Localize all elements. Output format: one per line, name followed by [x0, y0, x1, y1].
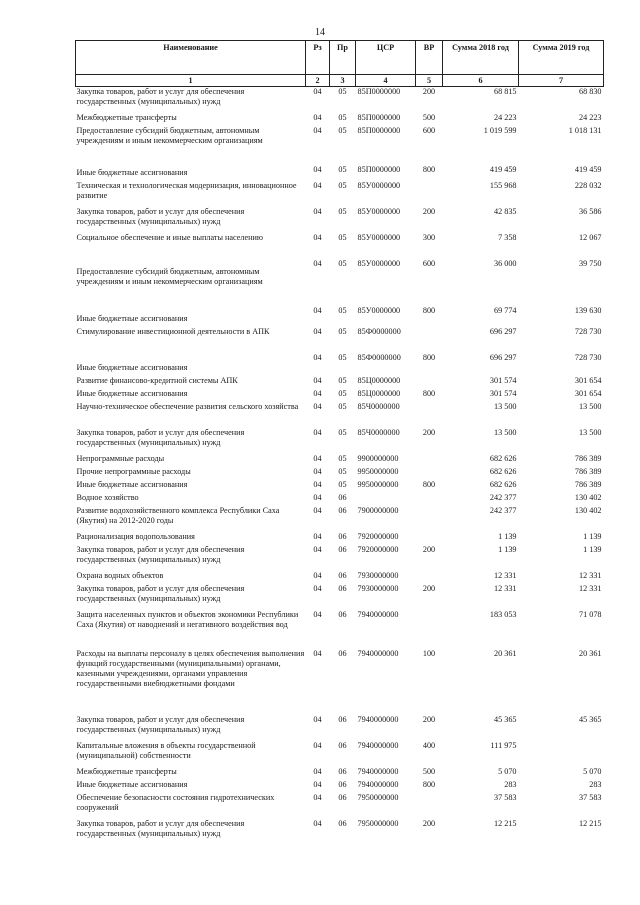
cell-s2019: 36 586 — [578, 207, 602, 216]
table-row — [76, 428, 604, 454]
cell-s2019: 12 331 — [578, 584, 602, 593]
cell-name: Охрана водных объектов — [76, 571, 164, 580]
cell-vr — [416, 327, 443, 353]
cell-csr: 7930000000 — [357, 584, 399, 593]
cell-name: Закупка товаров, работ и услуг для обеспечения государственных (муниципальных) нужд — [76, 207, 245, 226]
cell-rz: 04 — [313, 649, 322, 658]
cell-vr: 600 — [422, 259, 436, 268]
cell-csr — [356, 493, 416, 506]
cell-csr: 7940000000 — [357, 610, 399, 619]
cell-s2018: 12 331 — [493, 584, 517, 593]
cell-vr: 500 — [422, 113, 436, 122]
cell-rz: 04 — [313, 610, 322, 619]
cell-csr: 9950000000 — [357, 480, 399, 489]
cell-csr: 85У0000000 — [357, 306, 401, 315]
cell-s2018: 37 583 — [493, 793, 517, 802]
cell-name: Закупка товаров, работ и услуг для обеспечения государственных (муниципальных) нужд — [76, 428, 245, 447]
cell-s2019: 786 389 — [574, 454, 602, 463]
cell-csr: 9900000000 — [357, 454, 399, 463]
cell-name: Прочие непрограммные расходы — [76, 467, 191, 476]
cell-name: Развитие водохозяйственного комплекса Республики Саха (Якутия) на 2012-2020 годы — [76, 506, 280, 525]
cell-vr: 500 — [422, 767, 436, 776]
cell-s2018: 682 626 — [489, 480, 517, 489]
cell-csr: 85Ч0000000 — [357, 402, 400, 411]
cell-s2019: 301 654 — [574, 389, 602, 398]
table-row — [76, 389, 604, 402]
cell-vr: 800 — [422, 780, 436, 789]
cell-s2018: 20 361 — [493, 649, 517, 658]
cell-csr: 85П0000000 — [357, 126, 401, 135]
table-header — [76, 41, 604, 87]
column-number: 4 — [356, 75, 416, 87]
cell-csr: 7950000000 — [357, 819, 399, 828]
cell-csr: 85П0000000 — [357, 165, 401, 174]
cell-s2019 — [519, 741, 604, 767]
cell-s2018: 242 377 — [489, 506, 517, 515]
cell-s2018: 696 297 — [489, 327, 517, 336]
cell-pr: 06 — [338, 793, 347, 802]
cell-vr — [416, 571, 443, 584]
cell-csr: 7940000000 — [357, 780, 399, 789]
cell-csr: 85Ф0000000 — [357, 327, 401, 336]
header-vr: ВР — [416, 41, 443, 75]
cell-vr — [416, 532, 443, 545]
cell-vr — [416, 467, 443, 480]
cell-pr: 05 — [338, 428, 347, 437]
cell-name: Закупка товаров, работ и услуг для обеспечения государственных (муниципальных) нужд — [76, 545, 245, 564]
table-row — [76, 126, 604, 165]
cell-name: Иные бюджетные ассигнования — [76, 168, 188, 177]
cell-pr: 06 — [338, 584, 347, 593]
table-row — [76, 87, 604, 114]
cell-rz: 04 — [313, 584, 322, 593]
cell-vr: 100 — [422, 649, 436, 658]
table-row — [76, 353, 604, 376]
cell-s2018: 111 975 — [490, 741, 517, 750]
table-row — [76, 780, 604, 793]
cell-pr: 05 — [338, 467, 347, 476]
cell-csr: 7920000000 — [357, 545, 399, 554]
column-number: 7 — [519, 75, 604, 87]
cell-rz: 04 — [313, 87, 322, 96]
column-number: 1 — [76, 75, 306, 87]
cell-rz: 04 — [313, 793, 322, 802]
cell-name: Иные бюджетные ассигнования — [76, 480, 188, 489]
column-number: 2 — [306, 75, 330, 87]
cell-csr: 7940000000 — [357, 715, 399, 724]
cell-rz: 04 — [313, 376, 322, 385]
cell-pr: 05 — [338, 389, 347, 398]
cell-s2018: 69 774 — [493, 306, 517, 315]
cell-rz: 04 — [313, 389, 322, 398]
cell-rz: 04 — [313, 233, 322, 242]
cell-pr: 05 — [338, 181, 347, 190]
cell-rz: 04 — [313, 353, 322, 362]
cell-s2018: 1 019 599 — [483, 126, 517, 135]
column-number: 3 — [330, 75, 356, 87]
cell-name: Техническая и технологическая модернизация, инновационное развитие — [76, 181, 297, 200]
cell-vr: 200 — [422, 207, 436, 216]
table-body — [76, 87, 604, 846]
table-row — [76, 327, 604, 353]
header-pr: Пр — [330, 41, 356, 75]
cell-pr: 05 — [338, 402, 347, 411]
table-row — [76, 715, 604, 741]
cell-s2018: 155 968 — [489, 181, 517, 190]
cell-rz: 04 — [313, 532, 322, 541]
cell-s2018: 183 053 — [489, 610, 517, 619]
cell-s2019: 728 730 — [574, 353, 602, 362]
cell-s2019: 130 402 — [574, 493, 602, 502]
cell-vr — [416, 454, 443, 467]
cell-rz: 04 — [313, 327, 322, 336]
cell-s2018: 45 365 — [493, 715, 517, 724]
column-number-row — [76, 75, 604, 87]
cell-vr: 300 — [422, 233, 436, 242]
cell-s2019: 5 070 — [583, 767, 602, 776]
cell-csr: 85Ч0000000 — [357, 428, 400, 437]
cell-s2018: 419 459 — [489, 165, 517, 174]
cell-pr: 06 — [338, 741, 347, 750]
cell-rz: 04 — [313, 480, 322, 489]
cell-s2018: 283 — [504, 780, 517, 789]
cell-vr — [416, 493, 443, 506]
cell-s2018: 24 223 — [493, 113, 517, 122]
cell-rz: 04 — [313, 428, 322, 437]
cell-pr: 05 — [338, 165, 347, 174]
cell-pr: 05 — [338, 480, 347, 489]
cell-s2018: 12 215 — [493, 819, 517, 828]
cell-vr — [416, 376, 443, 389]
cell-s2019: 71 078 — [578, 610, 602, 619]
cell-csr: 85У0000000 — [357, 233, 401, 242]
cell-s2019: 24 223 — [578, 113, 602, 122]
cell-csr: 85П0000000 — [357, 113, 401, 122]
cell-vr: 200 — [422, 819, 436, 828]
cell-s2019: 12 331 — [578, 571, 602, 580]
cell-pr: 05 — [338, 353, 347, 362]
cell-pr: 06 — [338, 545, 347, 554]
cell-s2018: 68 815 — [493, 87, 517, 96]
table-row — [76, 584, 604, 610]
cell-pr: 06 — [338, 610, 347, 619]
cell-s2018: 242 377 — [489, 493, 517, 502]
table-row — [76, 610, 604, 649]
cell-csr: 85У0000000 — [357, 207, 401, 216]
cell-s2019: 1 018 131 — [568, 126, 602, 135]
cell-s2018: 12 331 — [493, 571, 517, 580]
cell-s2018: 1 139 — [498, 545, 517, 554]
cell-rz: 04 — [313, 493, 322, 502]
table-row — [76, 207, 604, 233]
cell-rz: 04 — [313, 571, 322, 580]
cell-name: Расходы на выплаты персоналу в целях обеспечения выполнения функций государственными (муниципальными) органами, казенными учреждениями, органами управления государственными внебюджетными фондами — [76, 649, 305, 688]
header-name: Наименование — [76, 41, 306, 75]
cell-rz: 04 — [313, 126, 322, 135]
cell-csr: 9950000000 — [357, 467, 399, 476]
table-row — [76, 819, 604, 845]
cell-vr: 600 — [422, 126, 436, 135]
cell-s2019: 13 500 — [578, 402, 602, 411]
table-row — [76, 793, 604, 819]
cell-s2019: 301 654 — [574, 376, 602, 385]
cell-csr: 85У0000000 — [357, 259, 401, 268]
cell-vr: 200 — [422, 545, 436, 554]
cell-csr: 7930000000 — [357, 571, 399, 580]
cell-csr: 85П0000000 — [357, 87, 401, 96]
header-csr: ЦСР — [356, 41, 416, 75]
cell-name: Непрограммные расходы — [76, 454, 165, 463]
cell-rz: 04 — [313, 767, 322, 776]
cell-csr: 85У0000000 — [357, 181, 401, 190]
cell-name: Капитальные вложения в объекты государственной (муниципальной) собственности — [76, 741, 256, 760]
cell-name: Межбюджетные трансферты — [76, 767, 177, 776]
cell-pr: 05 — [338, 376, 347, 385]
cell-s2019: 786 389 — [574, 480, 602, 489]
table-row — [76, 402, 604, 428]
cell-vr — [416, 181, 443, 207]
cell-vr — [416, 402, 443, 428]
cell-rz: 04 — [313, 207, 322, 216]
cell-pr: 06 — [338, 715, 347, 724]
cell-name: Развитие финансово-кредитной системы АПК — [76, 376, 238, 385]
cell-s2018: 7 358 — [498, 233, 517, 242]
table-row — [76, 506, 604, 532]
cell-vr: 800 — [422, 306, 436, 315]
cell-vr: 200 — [422, 715, 436, 724]
cell-name: Иные бюджетные ассигнования — [76, 780, 188, 789]
cell-vr: 800 — [422, 165, 436, 174]
cell-vr: 800 — [422, 480, 436, 489]
cell-pr: 05 — [338, 207, 347, 216]
cell-vr: 400 — [422, 741, 436, 750]
cell-s2019: 20 361 — [578, 649, 602, 658]
table-row — [76, 741, 604, 767]
cell-name: Научно-техническое обеспечение развития сельского хозяйства — [76, 402, 299, 411]
table-row — [76, 113, 604, 126]
cell-name: Водное хозяйство — [76, 493, 139, 502]
cell-pr: 05 — [338, 113, 347, 122]
cell-s2019: 12 067 — [578, 233, 602, 242]
cell-rz: 04 — [313, 454, 322, 463]
cell-vr — [416, 506, 443, 532]
cell-rz: 04 — [313, 506, 322, 515]
cell-vr: 200 — [422, 87, 436, 96]
column-number: 6 — [443, 75, 519, 87]
cell-name: Закупка товаров, работ и услуг для обеспечения государственных (муниципальных) нужд — [76, 715, 245, 734]
cell-csr: 7900000000 — [357, 506, 399, 515]
cell-pr: 06 — [338, 571, 347, 580]
cell-s2019: 37 583 — [578, 793, 602, 802]
table-row — [76, 493, 604, 506]
cell-pr: 05 — [338, 306, 347, 315]
cell-pr: 05 — [338, 327, 347, 336]
cell-s2019: 228 032 — [574, 181, 602, 190]
cell-rz: 04 — [313, 402, 322, 411]
cell-name: Иные бюджетные ассигнования — [76, 314, 188, 323]
table-row — [76, 259, 604, 306]
cell-s2018: 13 500 — [493, 402, 517, 411]
cell-pr: 06 — [338, 493, 347, 502]
budget-table — [75, 40, 604, 845]
cell-pr: 06 — [338, 780, 347, 789]
cell-rz: 04 — [313, 306, 322, 315]
cell-s2019: 1 139 — [583, 532, 602, 541]
cell-s2019: 728 730 — [574, 327, 602, 336]
table-row — [76, 467, 604, 480]
table-row — [76, 571, 604, 584]
cell-name: Межбюджетные трансферты — [76, 113, 177, 122]
cell-s2019: 13 500 — [578, 428, 602, 437]
cell-rz: 04 — [313, 181, 322, 190]
cell-name: Закупка товаров, работ и услуг для обеспечения государственных (муниципальных) нужд — [76, 819, 245, 838]
cell-s2018: 42 835 — [493, 207, 517, 216]
table-row — [76, 233, 604, 259]
cell-s2018: 36 000 — [493, 259, 517, 268]
cell-name: Предоставление субсидий бюджетным, автономным учреждениям и иным некоммерческим организациям — [76, 126, 263, 145]
cell-s2018: 13 500 — [493, 428, 517, 437]
cell-pr: 06 — [338, 506, 347, 515]
page-number: 14 — [315, 27, 325, 38]
cell-rz: 04 — [313, 715, 322, 724]
cell-pr: 06 — [338, 819, 347, 828]
cell-csr: 7920000000 — [357, 532, 399, 541]
cell-s2018: 301 574 — [489, 376, 517, 385]
table-row — [76, 480, 604, 493]
cell-name: Закупка товаров, работ и услуг для обеспечения государственных (муниципальных) нужд — [76, 87, 245, 106]
table-row — [76, 165, 604, 181]
cell-s2019: 283 — [589, 780, 602, 789]
cell-s2018: 696 297 — [489, 353, 517, 362]
cell-rz: 04 — [313, 741, 322, 750]
cell-vr — [416, 793, 443, 819]
table-row — [76, 376, 604, 389]
cell-csr: 7940000000 — [357, 741, 399, 750]
cell-name: Предоставление субсидий бюджетным, автономным учреждениям и иным некоммерческим организациям — [76, 267, 263, 286]
cell-name: Закупка товаров, работ и услуг для обеспечения государственных (муниципальных) нужд — [76, 584, 245, 603]
cell-pr: 05 — [338, 87, 347, 96]
cell-name: Иные бюджетные ассигнования — [76, 363, 188, 372]
cell-s2018: 682 626 — [489, 454, 517, 463]
cell-s2018: 5 070 — [498, 767, 517, 776]
cell-pr: 05 — [338, 233, 347, 242]
cell-vr: 800 — [422, 389, 436, 398]
cell-s2019: 45 365 — [578, 715, 602, 724]
table-row — [76, 181, 604, 207]
cell-pr: 05 — [338, 259, 347, 268]
header-sum-2018: Сумма 2018 год — [443, 41, 519, 75]
cell-vr — [416, 610, 443, 649]
cell-name: Защита населенных пунктов и объектов экономики Республики Саха (Якутия) от наводнений и негативного воздействия вод — [76, 610, 299, 629]
cell-csr: 85Ц0000000 — [357, 376, 401, 385]
cell-pr: 06 — [338, 532, 347, 541]
cell-s2018: 1 139 — [498, 532, 517, 541]
cell-name: Социальное обеспечение и иные выплаты населению — [76, 233, 263, 242]
cell-rz: 04 — [313, 467, 322, 476]
cell-pr: 06 — [338, 767, 347, 776]
table-row — [76, 767, 604, 780]
table-row — [76, 545, 604, 571]
cell-s2019: 1 139 — [583, 545, 602, 554]
header-sum-2019: Сумма 2019 год — [519, 41, 604, 75]
cell-rz: 04 — [313, 259, 322, 268]
cell-s2019: 39 750 — [578, 259, 602, 268]
table-row — [76, 306, 604, 327]
cell-vr: 200 — [422, 584, 436, 593]
cell-name: Обеспечение безопасности состояния гидротехнических сооружений — [76, 793, 275, 812]
cell-s2018: 301 574 — [489, 389, 517, 398]
cell-s2019: 786 389 — [574, 467, 602, 476]
table-row — [76, 532, 604, 545]
cell-rz: 04 — [313, 165, 322, 174]
cell-pr: 05 — [338, 454, 347, 463]
cell-vr: 200 — [422, 428, 436, 437]
cell-csr: 85Ц0000000 — [357, 389, 401, 398]
cell-vr: 800 — [422, 353, 436, 362]
cell-rz: 04 — [313, 545, 322, 554]
cell-pr: 05 — [338, 126, 347, 135]
cell-csr: 7940000000 — [357, 649, 399, 658]
cell-name: Иные бюджетные ассигнования — [76, 389, 188, 398]
cell-name: Стимулирование инвестиционной деятельности в АПК — [76, 327, 270, 336]
table-row — [76, 454, 604, 467]
cell-rz: 04 — [313, 780, 322, 789]
cell-s2019: 12 215 — [578, 819, 602, 828]
cell-s2019: 139 630 — [574, 306, 602, 315]
cell-pr: 06 — [338, 649, 347, 658]
cell-s2019: 419 459 — [574, 165, 602, 174]
cell-s2018: 682 626 — [489, 467, 517, 476]
cell-s2019: 130 402 — [574, 506, 602, 515]
cell-rz: 04 — [313, 819, 322, 828]
cell-csr: 7950000000 — [357, 793, 399, 802]
cell-rz: 04 — [313, 113, 322, 122]
column-number: 5 — [416, 75, 443, 87]
cell-csr: 85Ф0000000 — [357, 353, 401, 362]
table-row — [76, 649, 604, 715]
header-rz: Рз — [306, 41, 330, 75]
cell-s2019: 68 830 — [578, 87, 602, 96]
cell-csr: 7940000000 — [357, 767, 399, 776]
cell-name: Рационализация водопользования — [76, 532, 195, 541]
